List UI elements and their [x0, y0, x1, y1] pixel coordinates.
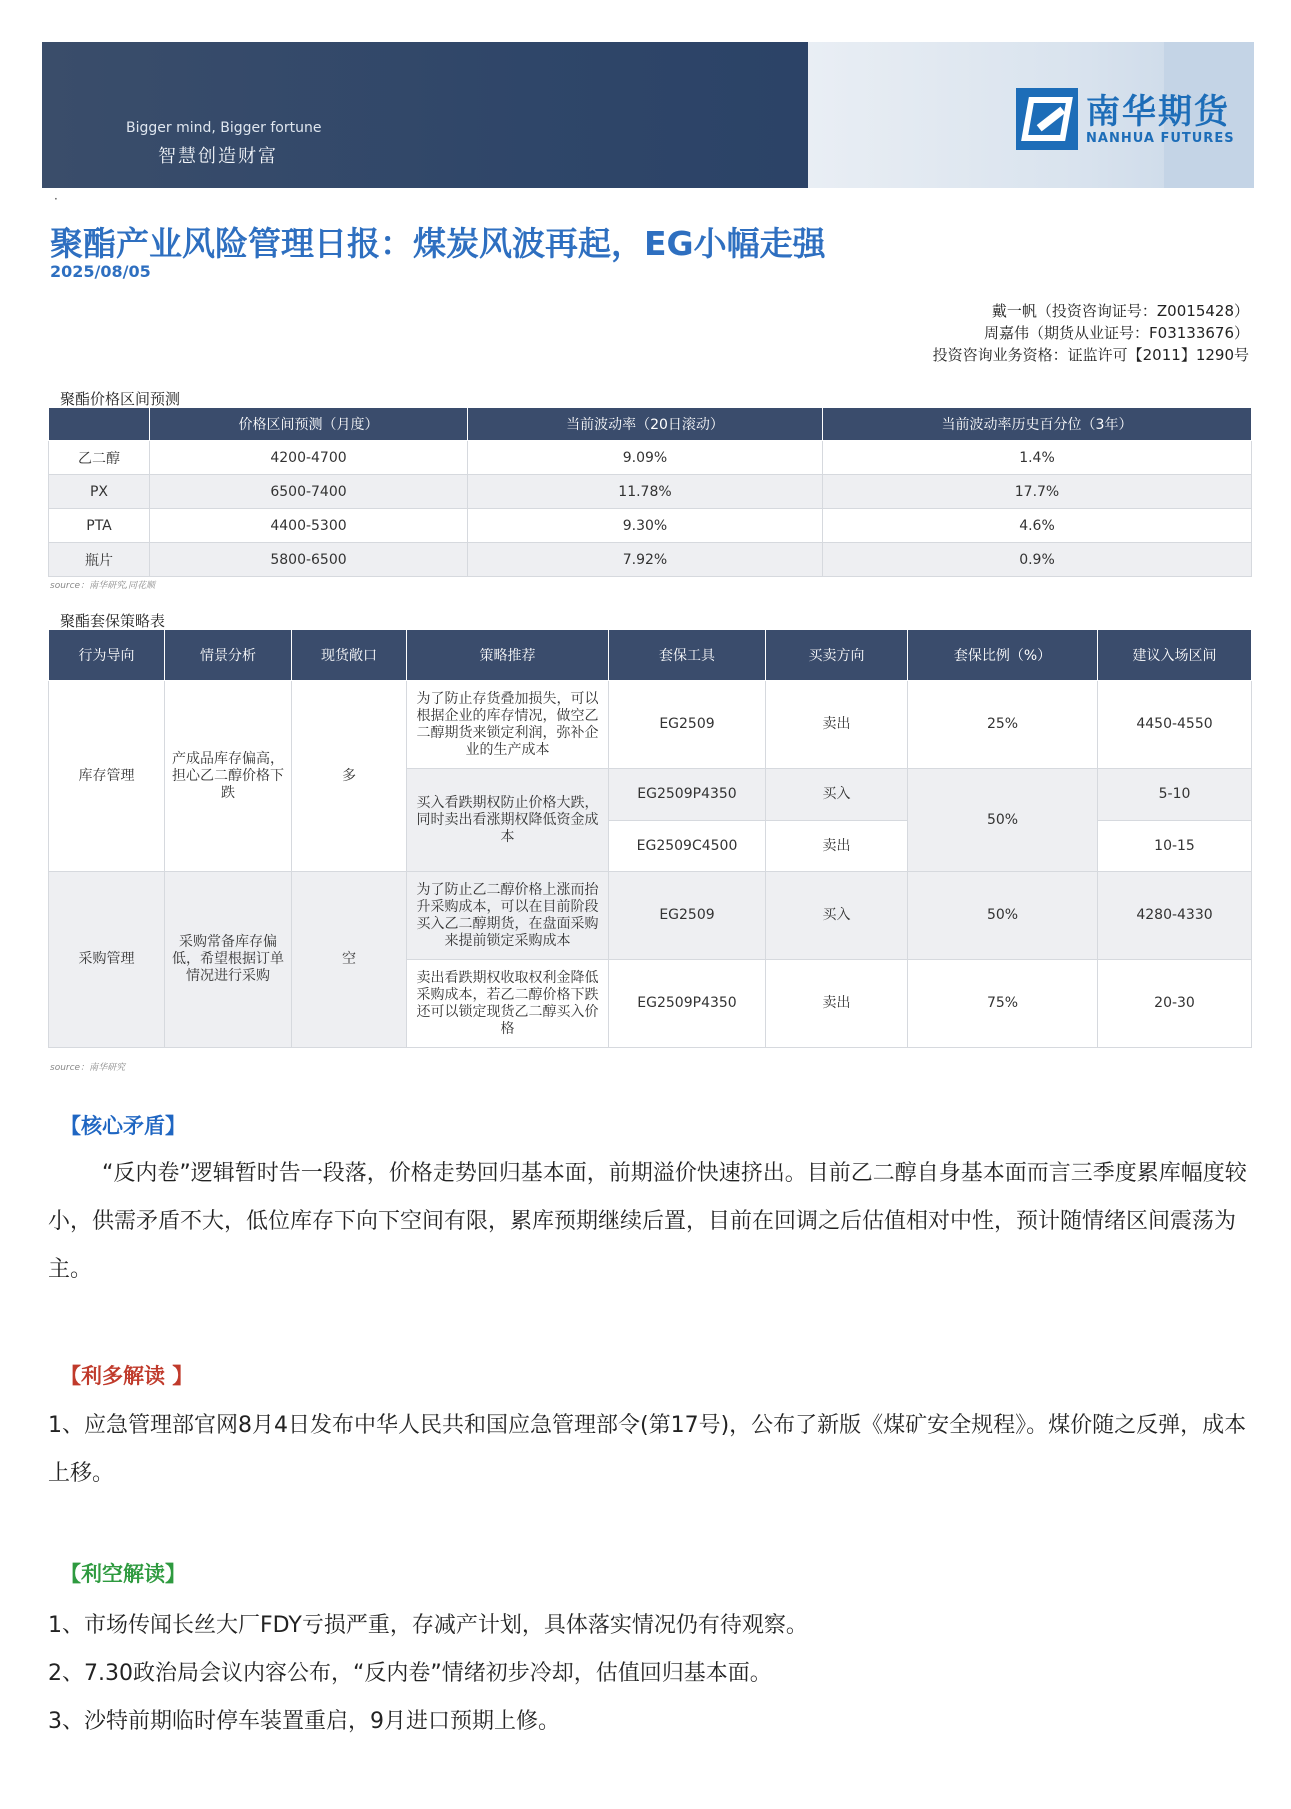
exposure-cell: 空 [292, 872, 407, 1048]
orientation-cell: 库存管理 [49, 681, 165, 872]
list-item: 1、市场传闻长丝大厂FDY亏损严重，存减产计划，具体落实情况仍有待观察。 [48, 1613, 808, 1638]
hedge-table-source: source：南华研究 [50, 1063, 126, 1073]
table-header: 套保工具 [609, 630, 766, 681]
table-row [49, 681, 1252, 769]
table-cell: 1.4% [823, 441, 1252, 475]
table-cell: 5800-6500 [150, 543, 468, 577]
hedge-table-label: 聚酯套保策略表 [60, 612, 166, 630]
exposure-cell: 多 [292, 681, 407, 872]
table-header: 情景分析 [165, 630, 292, 681]
table-header: 当前波动率历史百分位（3年） [823, 408, 1252, 441]
range-cell: 20-30 [1098, 960, 1252, 1048]
core-paragraph: “反内卷”逻辑暂时告一段落，价格走势回归基本面，前期溢价快速挤出。目前乙二醇自身基本面而言三季度累库幅度较小，供需矛盾不大，低位库存下向下空间有限，累库预期继续后置，目前在回调之后估值相对中性，预计随情绪区间震荡为主。 [48, 1161, 1247, 1282]
table-cell: 9.09% [468, 441, 823, 475]
report-date: 2025/08/05 [50, 262, 151, 281]
license-line: 投资咨询业务资格：证监许可【2011】1290号 [932, 346, 1249, 364]
table-row [49, 543, 1252, 577]
ratio-cell: 50% [908, 769, 1098, 872]
header-banner [42, 42, 1254, 188]
range-cell: 4450-4550 [1098, 681, 1252, 769]
table-cell: 9.30% [468, 509, 823, 543]
direction-cell: 卖出 [766, 821, 908, 872]
scenario-cell: 采购常备库存偏低，希望根据订单情况进行采购 [165, 872, 292, 1048]
bullish-heading: 【利多解读 】 [60, 1364, 194, 1388]
logo-name-cn: 南华期货 [1086, 91, 1230, 132]
ratio-cell: 75% [908, 960, 1098, 1048]
table-header: 现货敞口 [292, 630, 407, 681]
dot-marker: · [54, 192, 58, 206]
table-row [49, 441, 1252, 475]
direction-cell: 卖出 [766, 681, 908, 769]
hedge-strategy-table [48, 629, 1252, 1048]
tool-cell: EG2509 [609, 872, 766, 960]
list-item: 1、应急管理部官网8月4日发布中华人民共和国应急管理部令(第17号)，公布了新版《煤矿安全规程》。煤价随之反弹，成本上移。 [48, 1413, 1247, 1486]
tool-cell: EG2509 [609, 681, 766, 769]
tool-cell: EG2509P4350 [609, 960, 766, 1048]
table-cell: 乙二醇 [49, 441, 150, 475]
list-item: 3、沙特前期临时停车装置重启，9月进口预期上修。 [48, 1709, 560, 1734]
strategy-cell: 为了防止乙二醇价格上涨而抬升采购成本，可以在目前阶段买入乙二醇期货，在盘面采购来提前锁定采购成本 [407, 872, 609, 960]
table-header: 价格区间预测（月度） [150, 408, 468, 441]
table-cell: PX [49, 475, 150, 509]
logo-name-en: NANHUA FUTURES [1086, 130, 1235, 146]
author-line: 戴一帆（投资咨询证号：Z0015428） [991, 302, 1249, 320]
direction-cell: 买入 [766, 769, 908, 821]
table-row [49, 509, 1252, 543]
tool-cell: EG2509P4350 [609, 769, 766, 821]
price-forecast-table [48, 407, 1252, 577]
table-header: 策略推荐 [407, 630, 609, 681]
table-cell: PTA [49, 509, 150, 543]
table-row [49, 475, 1252, 509]
price-table-label: 聚酯价格区间预测 [60, 390, 181, 408]
direction-cell: 卖出 [766, 960, 908, 1048]
price-table-source: source：南华研究,同花顺 [50, 581, 155, 591]
table-cell: 瓶片 [49, 543, 150, 577]
orientation-cell: 采购管理 [49, 872, 165, 1048]
table-row [49, 872, 1252, 960]
report-title: 聚酯产业风险管理日报：煤炭风波再起，EG小幅走强 [50, 224, 826, 263]
strategy-cell: 买入看跌期权防止价格大跌，同时卖出看涨期权降低资金成本 [407, 769, 609, 872]
scenario-cell: 产成品库存偏高，担心乙二醇价格下跌 [165, 681, 292, 872]
table-cell: 0.9% [823, 543, 1252, 577]
author-info [933, 300, 1249, 366]
table-header: 建议入场区间 [1098, 630, 1252, 681]
table-cell: 17.7% [823, 475, 1252, 509]
author-line: 周嘉伟（期货从业证号：F03133676） [984, 324, 1249, 342]
bearish-heading: 【利空解读】 [60, 1562, 186, 1586]
tool-cell: EG2509C4500 [609, 821, 766, 872]
range-cell: 5-10 [1098, 769, 1252, 821]
table-cell: 4400-5300 [150, 509, 468, 543]
table-header: 买卖方向 [766, 630, 908, 681]
slogan-chinese: 智慧创造财富 [158, 146, 278, 167]
table-cell: 11.78% [468, 475, 823, 509]
range-cell: 4280-4330 [1098, 872, 1252, 960]
strategy-cell: 为了防止存货叠加损失，可以根据企业的库存情况，做空乙二醇期货来锁定利润，弥补企业的生产成本 [407, 681, 609, 769]
table-cell: 7.92% [468, 543, 823, 577]
direction-cell: 买入 [766, 872, 908, 960]
table-header [49, 408, 150, 441]
ratio-cell: 25% [908, 681, 1098, 769]
table-header: 当前波动率（20日滚动） [468, 408, 823, 441]
table-header: 套保比例（%） [908, 630, 1098, 681]
nanhua-logo [1016, 88, 1235, 150]
table-header: 行为导向 [49, 630, 165, 681]
table-cell: 6500-7400 [150, 475, 468, 509]
slogan-english: Bigger mind, Bigger fortune [126, 120, 322, 136]
list-item: 2、7.30政治局会议内容公布，“反内卷”情绪初步冷却，估值回归基本面。 [48, 1661, 772, 1686]
range-cell: 10-15 [1098, 821, 1252, 872]
table-cell: 4200-4700 [150, 441, 468, 475]
strategy-cell: 卖出看跌期权收取权利金降低采购成本，若乙二醇价格下跌还可以锁定现货乙二醇买入价格 [407, 960, 609, 1048]
ratio-cell: 50% [908, 872, 1098, 960]
bearish-list [48, 1602, 1248, 1746]
bullish-list [48, 1402, 1248, 1498]
table-cell: 4.6% [823, 509, 1252, 543]
core-heading: 【核心矛盾】 [60, 1114, 186, 1138]
nanhua-logo-icon [1016, 88, 1078, 150]
